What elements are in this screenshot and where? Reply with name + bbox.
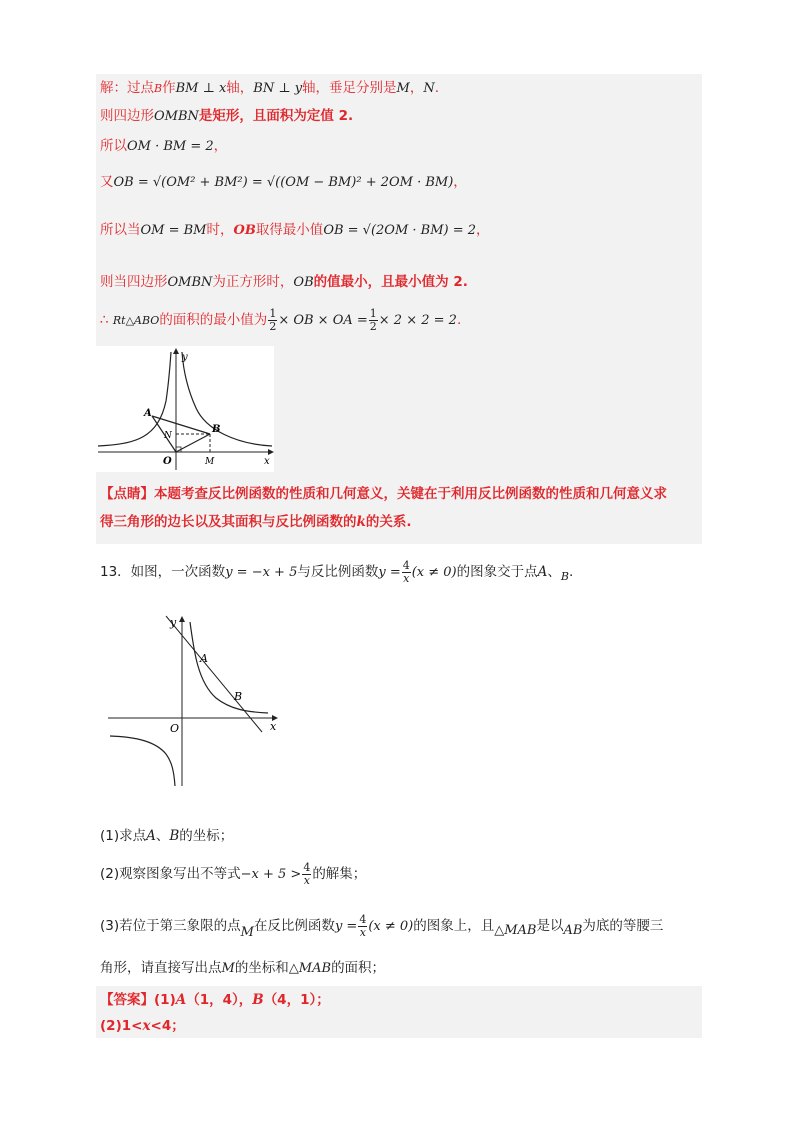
math-M: M (221, 961, 235, 976)
label-O: O (163, 456, 172, 467)
question-3-line-2 (100, 958, 385, 979)
question-3-line-1 (100, 906, 663, 953)
math-ob: OB (293, 275, 314, 290)
text: 的坐标； (179, 828, 234, 844)
text: 解：过点 (100, 80, 154, 96)
text: 取得最小值 (255, 222, 324, 238)
text: 的图象上，且 (413, 918, 495, 934)
hyperbola-q1-branch (190, 622, 268, 713)
frac-num: 4 (402, 558, 410, 572)
math-omBN: OMBN (167, 275, 213, 290)
equation: × 2 × 2 = 2 (378, 313, 457, 328)
math-triangle-MAB: △MAB (494, 923, 537, 938)
math-B: B (560, 570, 569, 583)
equation: (x ≠ 0) (411, 565, 457, 580)
text: . (456, 312, 462, 328)
text: (2)观察图象写出不等式 (100, 866, 241, 882)
math-ob: OB (233, 223, 256, 238)
math-A: A (537, 564, 548, 580)
text: 则四边形 (100, 108, 154, 124)
equation: (x ≠ 0) (368, 919, 414, 934)
solution-line-4 (100, 172, 467, 193)
fraction-4-over-x (302, 862, 311, 887)
label-O: O (170, 722, 180, 735)
math-n: N (423, 81, 435, 96)
y-axis-arrow (179, 616, 185, 622)
text: 则当四边形 (100, 274, 168, 290)
text: 为底的等腰三 (582, 918, 664, 934)
text: 所以 (100, 138, 127, 154)
text: 、 (155, 828, 170, 844)
label-N: N (164, 431, 172, 441)
solution-line-7 (100, 306, 461, 335)
equation: OM · BM = 2 (127, 139, 214, 154)
text: 所以当 (100, 222, 141, 238)
text: ， (476, 222, 490, 238)
text: 的面积； (331, 960, 386, 976)
math-A: A (146, 828, 156, 844)
math-x: x (142, 1018, 151, 1034)
solution-line-5 (100, 220, 490, 241)
math-rt-triangle: Rt△ABO (112, 314, 160, 327)
text: 在反比例函数 (253, 918, 335, 934)
text: ， (409, 80, 424, 96)
solution-line-6 (100, 272, 468, 293)
frac-den: 2 (269, 319, 277, 333)
therefore-symbol: ∴ (100, 312, 109, 328)
label-A: A (144, 408, 152, 419)
question-2 (100, 856, 366, 893)
label-x: x (264, 456, 270, 467)
text: 的解集； (312, 866, 367, 882)
text: 本题考查反比例函数的性质和几何意义，关键在于利用反比例函数的性质和几何意义求 (154, 486, 667, 502)
text: 角形，请直接写出点 (100, 960, 222, 976)
math-B: B (169, 828, 180, 844)
equation: y = (334, 919, 358, 934)
figure-background (96, 346, 274, 472)
frac-num: 1 (269, 306, 277, 320)
comment-tag: 【点睛】 (100, 486, 154, 502)
text: 的图象交于点 (456, 564, 538, 580)
text: （1，4）， (186, 992, 253, 1008)
text: 为正方形时， (212, 274, 294, 290)
label-A: A (200, 652, 208, 665)
equation: OM = BM (140, 223, 207, 238)
text: <4； (150, 1018, 185, 1034)
comment-line-1 (100, 484, 667, 504)
text: . (568, 564, 574, 580)
solution-line-2 (100, 106, 353, 127)
frac-den: x (359, 925, 366, 939)
equation: y = −x + 5 (225, 565, 298, 580)
frac-num: 4 (303, 860, 311, 874)
text: (1) (154, 992, 176, 1008)
math-omBN: OMBN (154, 109, 199, 124)
answer-line-1 (100, 990, 330, 1010)
question-1 (100, 826, 233, 846)
text: 时， (206, 222, 234, 238)
label-M: M (205, 457, 215, 467)
hyperbola-q3-branch (110, 736, 175, 786)
equation: OB = √(2OM · BM) = 2 (323, 223, 477, 238)
text: 的坐标和 (234, 960, 289, 976)
equation: BM ⊥ x (175, 81, 227, 96)
solution-line-1 (100, 78, 439, 99)
math-B: B (252, 992, 264, 1008)
text: 与反比例函数 (297, 564, 379, 580)
text: 作 (162, 80, 176, 96)
text: 轴，垂足分别是 (302, 80, 397, 96)
text: 的值最小，且最小值为 2. (313, 274, 468, 290)
line-y-eq-minus-x-plus-5 (166, 616, 262, 732)
text: 是以 (536, 918, 564, 934)
equation: −x + 5 > (240, 867, 302, 882)
text: 的面积的最小值为 (159, 312, 268, 328)
fraction-half (369, 308, 378, 333)
frac-den: x (303, 873, 310, 887)
math-m: M (396, 81, 410, 96)
text: ， (453, 174, 467, 190)
frac-num: 1 (369, 306, 377, 320)
problem-13-statement (100, 554, 573, 595)
answer-tag: 【答案】 (100, 992, 154, 1008)
text: 又 (100, 174, 114, 190)
math-k: k (356, 514, 366, 530)
figure-2-graph (106, 612, 280, 788)
fraction-4-over-x (402, 560, 411, 585)
text: (2)1< (100, 1018, 143, 1034)
solution-line-3 (100, 136, 227, 157)
text: ， (213, 138, 228, 154)
text: （4，1）； (263, 992, 330, 1008)
text: 、 (547, 564, 561, 580)
math-M: M (240, 925, 254, 940)
equation: BN ⊥ y (253, 81, 303, 96)
frac-den: x (403, 571, 410, 585)
text: 得三角形的边长以及其面积与反比例函数的 (100, 514, 357, 530)
text: 的关系. (365, 514, 412, 530)
equation: OB = √(OM² + BM²) = √((OM − BM)² + 2OM · BM) (113, 175, 454, 190)
label-y: y (182, 352, 188, 363)
math-triangle-MAB: △MAB (288, 961, 332, 976)
comment-line-2 (100, 512, 412, 532)
equation: × OB × OA = (278, 313, 368, 328)
label-B: B (212, 424, 221, 435)
text: 轴， (226, 80, 254, 96)
label-x: x (270, 720, 277, 733)
text: (3)若位于第三象限的点 (100, 918, 241, 934)
text: (1)求点 (100, 828, 147, 844)
math-A: A (175, 992, 187, 1008)
math-b: B (154, 82, 163, 95)
fraction-4-over-x (358, 914, 367, 939)
figure-1-hyperbola (96, 346, 274, 472)
equation: y = (378, 565, 401, 580)
answer-line-2 (100, 1016, 185, 1036)
math-AB: AB (563, 923, 583, 938)
label-B: B (234, 690, 243, 703)
frac-num: 4 (359, 912, 367, 926)
text: 13．如图，一次函数 (100, 564, 226, 580)
frac-den: 2 (369, 319, 377, 333)
text: 是矩形，且面积为定值 2. (198, 108, 354, 124)
label-y: y (170, 616, 177, 629)
text: . (434, 80, 440, 96)
fraction-half (268, 308, 277, 333)
